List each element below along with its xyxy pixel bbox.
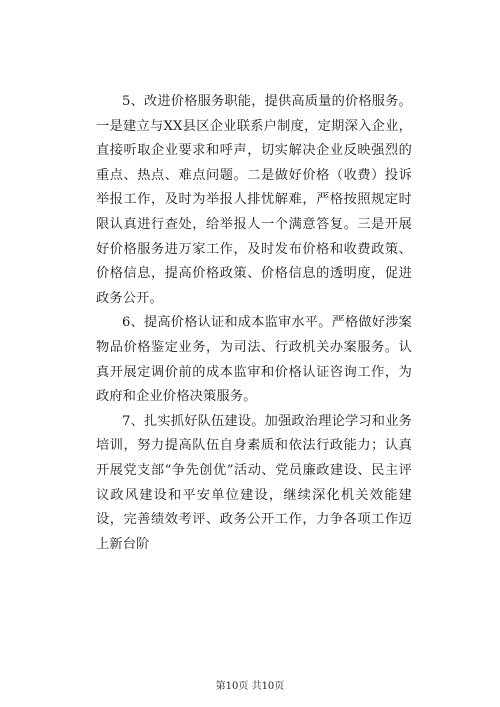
page-number-label: 第10页 共10页	[215, 681, 285, 692]
paragraph-item-6: 6、提高价格认证和成本监审水平。严格做好涉案物品价格鉴定业务，为司法、行政机关办案服务。认真开展定调价前的成本监审和价格认证咨询工作，为政府和企业价格决策服务。	[96, 315, 412, 405]
paragraph-item-7: 7、扎实抓好队伍建设。加强政治理论学习和业务培训，努力提高队伍自身素质和依法行政能力；认真开展党支部“争先创优”活动、党员廉政建设、民主评议政风建设和平安单位建设，继续深化机关效能建设，完善绩效考评、政务公开工作，力争各项工作迈上新台阶	[96, 413, 412, 552]
page-footer	[0, 680, 500, 694]
paragraph-item-5: 5、改进价格服务职能，提供高质量的价格服务。一是建立与XX县区企业联系户制度，定期深入企业，直接听取企业要求和呼声，切实解决企业反映强烈的重点、热点、难点问题。二是做好价格（收费）投诉举报工作，及时为举报人排忧解难，严格按照规定时限认真进行查处，给举报人一个满意答复。三是开展好价格服务进万家工作，及时发布价格和收费政策、价格信息，提高价格政策、价格信息的透明度，促进政务公开。	[96, 94, 412, 306]
document-body	[96, 90, 412, 557]
